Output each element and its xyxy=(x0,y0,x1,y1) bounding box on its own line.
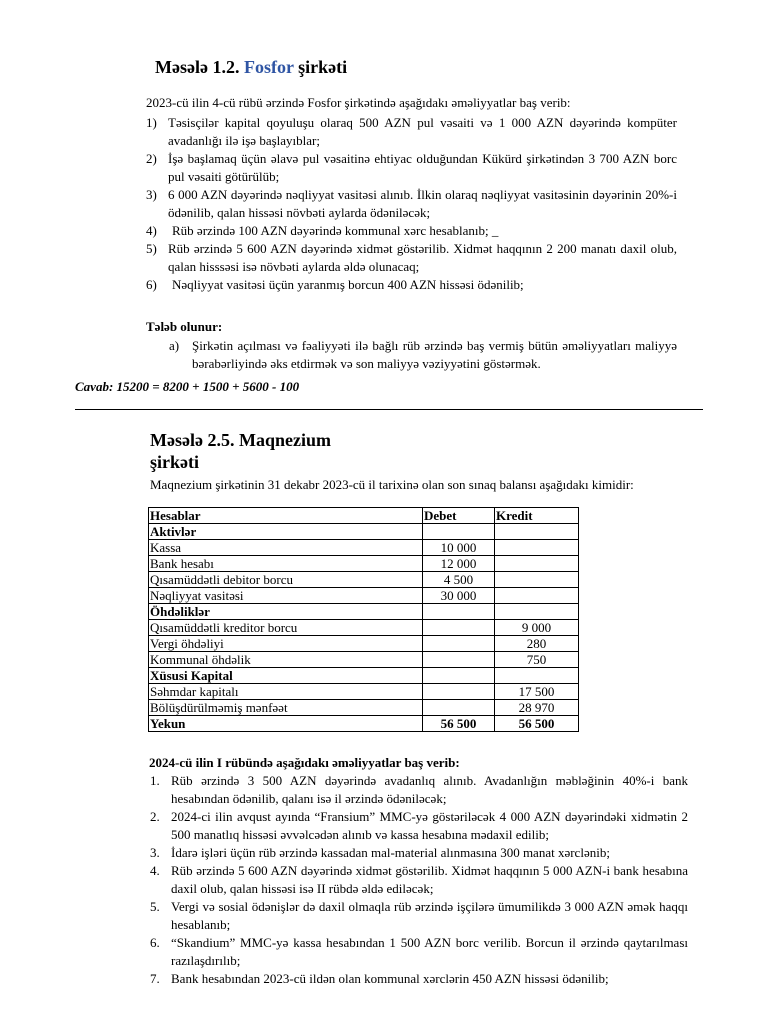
operations-list xyxy=(150,772,688,988)
cell-debit: 30 000 xyxy=(423,588,495,604)
cell-account: Xüsusi Kapital xyxy=(149,668,423,684)
cell-account: Kommunal öhdəlik xyxy=(149,652,423,668)
cell-account: Vergi öhdəliyi xyxy=(149,636,423,652)
problem1-intro: 2023-cü ilin 4-cü rübü ərzində Fosfor şirkətində aşağıdakı əməliyyatlar baş verib: xyxy=(146,95,571,110)
cell-account: Səhmdar kapitalı xyxy=(149,684,423,700)
problem1-list xyxy=(146,114,677,294)
cell-credit xyxy=(495,668,579,684)
list-item: 5. Vergi və sosial ödənişlər də daxil olmaqla rüb ərzində işçilərə ümumilikdə 3 000 AZN əmək haqqı hesablanıb; xyxy=(150,899,688,932)
list-item: 3) 6 000 AZN dəyərində nəqliyyat vasitəsi alınıb. İlkin olaraq nəqliyyat vasitəsinin dəyərinin 20%-i ödənilib, qalan hissəsi növbəti aylarda ödəniləcək; xyxy=(146,187,677,220)
cell-debit: 56 500 xyxy=(423,716,495,732)
cell-debit: 12 000 xyxy=(423,556,495,572)
problem1-title xyxy=(155,57,347,78)
requirement-heading: Tələb olunur: xyxy=(146,319,223,334)
problem1-title-company: Fosfor xyxy=(243,57,294,77)
cell-debit xyxy=(423,700,495,716)
list-item: 4) Rüb ərzində 100 AZN dəyərində kommunal xərc hesablanıb; _ xyxy=(146,223,499,238)
cell-credit: 28 970 xyxy=(495,700,579,716)
cell-account: Öhdəliklər xyxy=(149,604,423,620)
cell-debit: 10 000 xyxy=(423,540,495,556)
cell-credit xyxy=(495,556,579,572)
cell-debit xyxy=(423,636,495,652)
table-section-row xyxy=(149,524,579,540)
list-item: 4. Rüb ərzində 5 600 AZN dəyərində xidmət göstərilib. Xidmət haqqının 5 000 AZN-i bank hesabına daxil olub, qalan hissəsi isə II rübdə əldə ediləcək; xyxy=(150,863,688,896)
list-item: 2. 2024-ci ilin avqust ayında “Fransium” MMC-yə göstəriləcək 4 000 AZN dəyərindəki xidmətin 2 500 manatlıq hissəsi əvvəlcədən alınıb və kassa hesabına mədaxil edilib; xyxy=(150,809,688,842)
cell-account: Bölüşdürülməmiş mənfəət xyxy=(149,700,423,716)
cell-debit: 4 500 xyxy=(423,572,495,588)
problem1-title-suffix: şirkəti xyxy=(298,57,348,77)
cell-account: Yekun xyxy=(149,716,423,732)
table-section-row xyxy=(149,668,579,684)
cell-credit xyxy=(495,540,579,556)
table-section-row xyxy=(149,604,579,620)
table-row xyxy=(149,652,579,668)
problem1-title-prefix: Məsələ 1.2. xyxy=(155,57,240,77)
table-row xyxy=(149,540,579,556)
cell-debit xyxy=(423,684,495,700)
list-item: 6) Nəqliyyat vasitəsi üçün yaranmış borcun 400 AZN hissəsi ödənilib; xyxy=(146,277,524,292)
cell-account: Aktivlər xyxy=(149,524,423,540)
list-item: 1. Rüb ərzində 3 500 AZN dəyərində avadanlıq alınıb. Avadanlığın məbləğinin 40%-i bank hesabından ödənilib, qalanı isə il ərzində ödəniləcək; xyxy=(150,773,688,806)
problem1-answer: Cavab: 15200 = 8200 + 1500 + 5600 - 100 xyxy=(75,379,300,394)
cell-account: Qısamüddətli kreditor borcu xyxy=(149,620,423,636)
cell-account: Qısamüddətli debitor borcu xyxy=(149,572,423,588)
cell-account: Kassa xyxy=(149,540,423,556)
table-row xyxy=(149,700,579,716)
cell-credit: 56 500 xyxy=(495,716,579,732)
cell-credit: 17 500 xyxy=(495,684,579,700)
list-item: 2) İşə başlamaq üçün əlavə pul vəsaitinə ehtiyac olduğundan Kükürd şirkətindən 3 700 AZN borc pul vəsaiti götürülüb; xyxy=(146,151,677,184)
list-item: 7. Bank hesabından 2023-cü ildən olan kommunal xərclərin 450 AZN hissəsi ödənilib; xyxy=(150,971,609,986)
table-row xyxy=(149,636,579,652)
operations-heading: 2024-cü ilin I rübündə aşağıdakı əməliyyatlar baş verib: xyxy=(149,755,460,770)
section-divider xyxy=(75,409,703,410)
cell-debit xyxy=(423,620,495,636)
cell-credit xyxy=(495,572,579,588)
table-row xyxy=(149,620,579,636)
list-item: 6. “Skandium” MMC-yə kassa hesabından 1 500 AZN borc verilib. Borcun il ərzində qaytarılması razılaşdırılıb; xyxy=(150,935,688,968)
header-credit: Kredit xyxy=(495,508,579,524)
table-row xyxy=(149,684,579,700)
requirement-item: a) Şirkətin açılması və fəaliyyəti ilə bağlı rüb ərzində baş vermiş bütün əməliyyatları maliyyə bərabərliyində əks etdirmək və son maliyyə vəziyyətini göstərmək. xyxy=(169,338,677,371)
cell-credit: 280 xyxy=(495,636,579,652)
table-header-row xyxy=(149,508,579,524)
problem2-intro: Maqnezium şirkətinin 31 dekabr 2023-cü il tarixinə olan son sınaq balansı aşağıdakı kimidir: xyxy=(150,477,634,492)
header-debit: Debet xyxy=(423,508,495,524)
list-item: 3. İdarə işləri üçün rüb ərzində kassadan mal-material alınmasına 300 manat xərclənib; xyxy=(150,845,610,860)
table-row xyxy=(149,572,579,588)
cell-account: Nəqliyyat vasitəsi xyxy=(149,588,423,604)
cell-credit: 750 xyxy=(495,652,579,668)
table-total-row xyxy=(149,716,579,732)
trial-balance-table xyxy=(148,507,579,732)
cell-credit xyxy=(495,524,579,540)
cell-credit xyxy=(495,604,579,620)
cell-debit xyxy=(423,604,495,620)
table-row xyxy=(149,556,579,572)
cell-debit xyxy=(423,652,495,668)
problem2-title-line1: Məsələ 2.5. Maqnezium xyxy=(150,430,331,450)
cell-credit: 9 000 xyxy=(495,620,579,636)
table-row xyxy=(149,588,579,604)
cell-credit xyxy=(495,588,579,604)
header-accounts: Hesablar xyxy=(149,508,423,524)
problem2-title xyxy=(150,429,331,473)
cell-account: Bank hesabı xyxy=(149,556,423,572)
cell-debit xyxy=(423,668,495,684)
list-item: 5) Rüb ərzində 5 600 AZN dəyərində xidmət göstərilib. Xidmət haqqının 2 200 manatı daxil olub, qalan hisssəsi isə növbəti aylarda əldə olunacaq; xyxy=(146,241,677,274)
list-item: 1) Təsisçilər kapital qoyuluşu olaraq 500 AZN pul vəsaiti və 1 000 AZN dəyərində kompüter avadanlığı ilə işə başlayıblar; xyxy=(146,115,677,148)
problem2-title-line2: şirkəti xyxy=(150,452,199,472)
cell-debit xyxy=(423,524,495,540)
